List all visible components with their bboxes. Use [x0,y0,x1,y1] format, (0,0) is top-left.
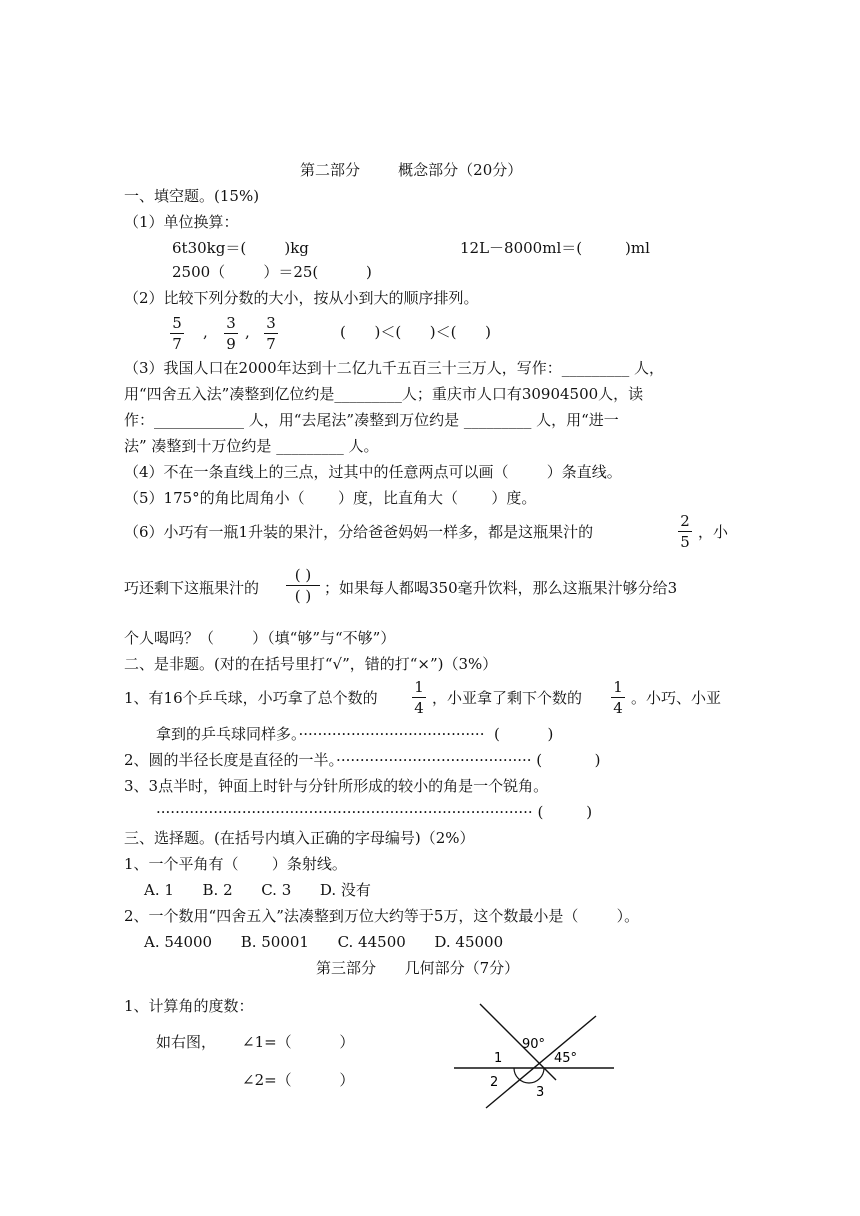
angle1-answer: ∠1=（ ） [242,1033,355,1051]
q1-conversion-a: 6t30kg＝( )kg [172,239,309,257]
label-45: 45° [554,1051,578,1066]
tf-q1-line2: 拿到的乒乓球同样多。······································· ( ) [156,725,554,743]
q2-label: （2）比较下列分数的大小，按从小到大的顺序排列。 [124,289,479,307]
choice-q2: 2、一个数用“四舍五入”法凑整到万位大约等于5万，这个数最小是（ ）。 [124,907,640,925]
label-angle-2: 2 [490,1075,499,1090]
section2-heading: 二、是非题。(对的在括号里打“√”，错的打“×”)（3%） [124,655,498,673]
q3-line1: （3）我国人口在2000年达到十二亿九千五百三十三万人，写作：_________ 人， [124,359,664,377]
choice-q1: 1、一个平角有（ ）条射线。 [124,855,347,873]
q6-line3: 个人喝吗？（ ）（填“够”与“不够”） [124,629,396,647]
q2-answer-blanks: ( )＜( )＜( ) [340,323,491,341]
choice-q1-options: A. 1 B. 2 C. 3 D. 没有 [144,881,371,899]
q3-line3: 作：____________ 人，用“去尾法”凑整到万位约是 _________ 人，用“进一 [124,411,619,429]
tf-q1-fraction-1: 1 4 [412,678,426,717]
q6-fraction: 2 5 [678,512,692,551]
label-angle-3: 3 [536,1085,545,1100]
tf-q1-fraction-2: 1 4 [611,678,625,717]
part2-title: 第二部分 概念部分（20分） [300,161,523,179]
q2-separator: , [203,323,208,341]
angle2-answer: ∠2=（ ） [242,1071,355,1089]
geometry-intro: 如右图， [156,1033,217,1051]
section1-heading: 一、填空题。(15%) [124,187,260,205]
q1-label: （1）单位换算： [124,213,239,231]
tf-q1-b: ，小亚拿了剩下个数的 [432,689,583,707]
tf-q1-c: 。小巧、小亚 [631,689,722,707]
q2-separator: , [245,323,250,341]
geometry-q1: 1、计算角的度数： [124,997,254,1015]
q2-fraction-1: 5 7 [170,314,184,353]
q3-line2: 用“四舍五入法”凑整到亿位约是_________人；重庆市人口有30904500人，读 [124,385,644,403]
section3-heading: 三、选择题。(在括号内填入正确的字母编号)（2%） [124,829,475,847]
tf-q3-line1: 3、3点半时，钟面上时针与分针所形成的较小的角是一个锐角。 [124,777,549,795]
tf-q3-line2: ··············································································· ( ) [156,803,593,821]
q4: （4）不在一条直线上的三点，过其中的任意两点可以画（ ）条直线。 [124,463,622,481]
choice-q2-options: A. 54000 B. 50001 C. 44500 D. 45000 [144,933,504,951]
q6-line2-a: 巧还剩下这瓶果汁的 [124,579,260,597]
q2-fraction-3: 3 7 [264,314,278,353]
label-90: 90° [522,1037,546,1052]
q6-line1-end: ，小 [698,523,729,541]
angle-figure [450,998,620,1116]
q6-line1: （6）小巧有一瓶1升装的果汁，分给爸爸妈妈一样多，都是这瓶果汁的 [124,523,594,541]
q1-conversion-b: 12L－8000ml＝( )ml [460,239,650,257]
tf-q2: 2、圆的半径长度是直径的一半。········································· ( ) [124,751,601,769]
q1-conversion-c: 2500（ ）＝25( ) [172,263,372,281]
q6-blank-fraction: ( ) ( ) [286,566,320,605]
tf-q1-a: 1、有16个乒乓球，小巧拿了总个数的 [124,689,378,707]
q2-fraction-2: 3 9 [224,314,238,353]
q3-line4: 法” 凑整到十万位约是 _________ 人。 [124,437,379,455]
label-angle-1: 1 [494,1051,503,1066]
q6-line2-b: ；如果每人都喝350毫升饮料，那么这瓶果汁够分给3 [324,579,678,597]
q5: （5）175°的角比周角小（ ）度，比直角大（ ）度。 [124,489,537,507]
part3-title: 第三部分 几何部分（7分） [316,959,520,977]
